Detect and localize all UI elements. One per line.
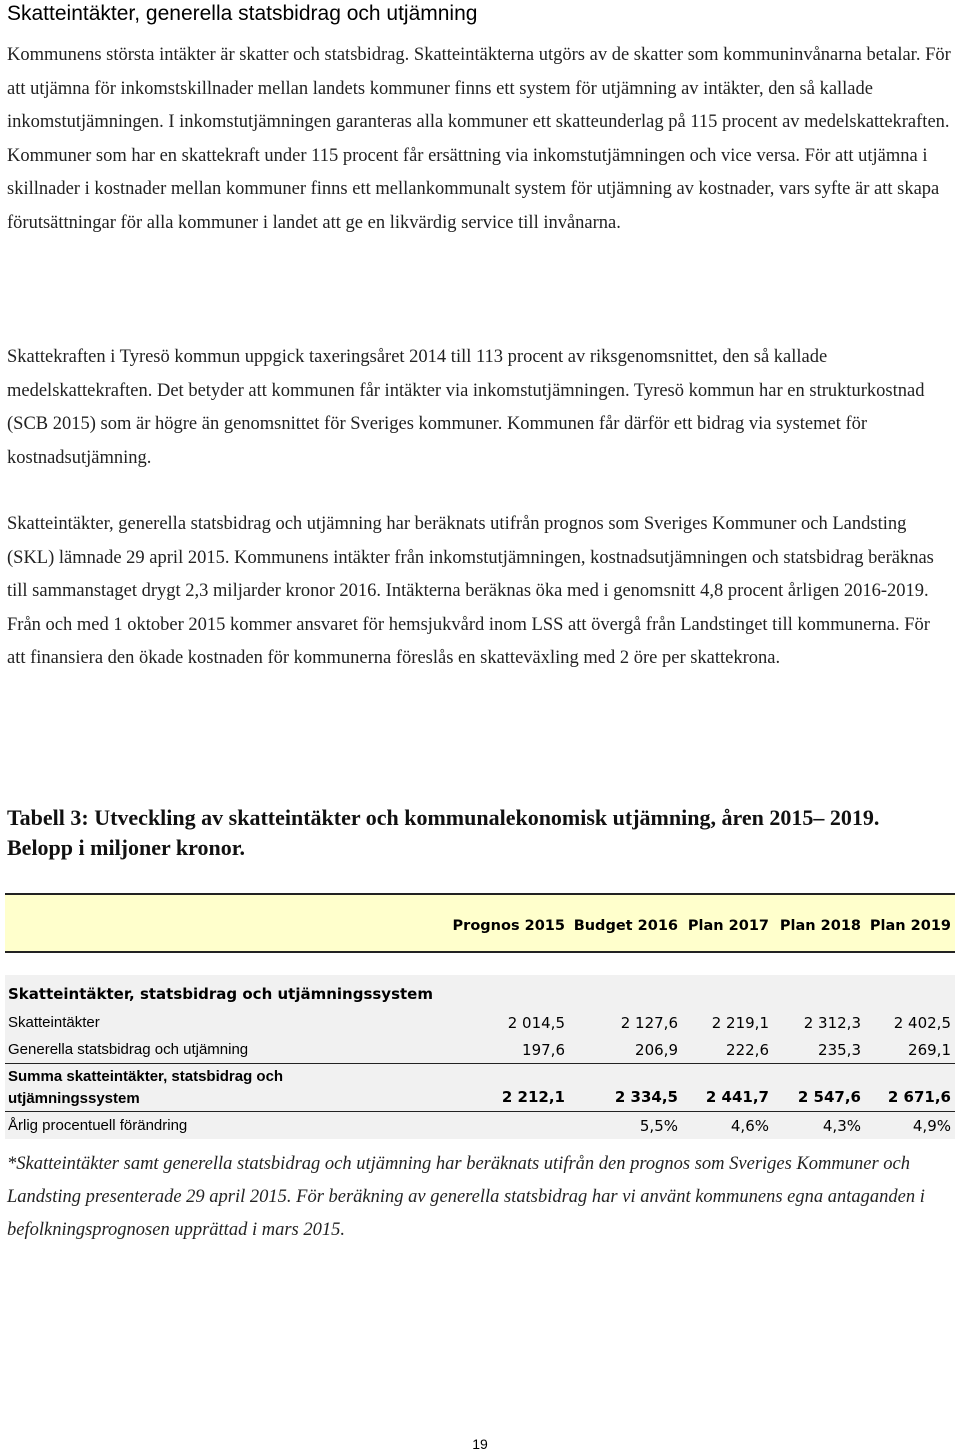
cell-value: 235,3 [818, 1041, 861, 1059]
sum-row-label: Summa skatteintäkter, statsbidrag och utjämningssystem [8, 1068, 284, 1107]
column-header-plan-2018: Plan 2018 [779, 918, 861, 934]
cell-value: 5,5% [639, 1117, 678, 1135]
cell-value: 2 671,6 [887, 1088, 951, 1106]
cell-value: 2 441,7 [705, 1088, 769, 1106]
cell-value: 4,6% [730, 1117, 769, 1135]
cell-value: 2 402,5 [893, 1014, 951, 1032]
cell-value: 2 312,3 [803, 1014, 861, 1032]
cell-value: 2 219,1 [711, 1014, 769, 1032]
column-header-plan-2019: Plan 2019 [869, 918, 951, 934]
column-header-prognos-2015: Prognos 2015 [452, 918, 565, 934]
row-label: Skatteintäkter [8, 1014, 100, 1031]
paragraph-income-equalization: Kommunens största intäkter är skatter och statsbidrag. Skatteintäkterna utgörs av de skatter som kommuninvånarna betalar. För att utjämna för inkomstskillnader mellan landets kommuner finns ett system för utjämning av intäkter, den så kallade inkomstutjämningen. I inkomstutjämningen garanteras alla kommuner ett skatteunderlag på 115 procent av medelskattekraften. Kommuner som har en skattekraft under 115 procent får ersättning via inkomstutjämningen och vice versa. För att utjämna i skillnader i kostnader mellan kommuner finns ett mellankommunalt system för utjämning av kostnader, vars syfte är att skapa förutsättningar för alla kommuner i landet att ge en likvärdig service till invånarna. [7, 45, 951, 233]
table-row [5, 1009, 955, 1036]
table-sum-row [5, 1063, 955, 1112]
table-title: Tabell 3: Utveckling av skatteintäkter och kommunalekonomisk utjämning, åren 2015– 2019. Belopp i miljoner kronor. [7, 805, 880, 860]
paragraph-tax-capacity: Skattekraften i Tyresö kommun uppgick taxeringsåret 2014 till 113 procent av riksgenomsnittet, den så kallade medelskattekraften. Det betyder att kommunen får intäkter via inkomstutjämningen. Tyresö kommun har en strukturkostnad (SCB 2015) som är högre än genomsnittet för Sveriges kommuner. Kommunen får därför ett bidrag via systemet för kostnadsutjämning. [7, 347, 925, 468]
table-row [5, 1036, 955, 1063]
cell-value: 2 127,6 [620, 1014, 678, 1032]
column-header-budget-2016: Budget 2016 [573, 918, 678, 934]
cell-value: 4,3% [822, 1117, 861, 1135]
cell-value: 2 014,5 [507, 1014, 565, 1032]
cell-value: 206,9 [635, 1041, 678, 1059]
section-heading: Skatteintäkter, generella statsbidrag och utjämning [7, 2, 478, 25]
cell-value: 2 547,6 [797, 1088, 861, 1106]
table-section-row [5, 975, 955, 1009]
table-footnote: *Skatteintäkter samt generella statsbidrag och utjämning har beräknats utifrån den prognos som Sveriges Kommuner och Landsting presenterade 29 april 2015. För beräkning av generella statsbidrag har vi använt kommunens egna antaganden i befolkningsprognosen upprättad i mars 2015. [7, 1154, 925, 1240]
cell-value: 222,6 [726, 1041, 769, 1059]
paragraph-forecast: Skatteintäkter, generella statsbidrag och utjämning har beräknats utifrån prognos som Sveriges Kommuner och Landsting (SKL) lämnade 29 april 2015. Kommunens intäkter från inkomstutjämningen, kostnadsutjämningen och statsbidrag beräknas till sammanstaget drygt 2,3 miljarder kronor 2016. Intäkterna beräknas öka med i genomsnitt 4,8 procent årligen 2016-2019. Från och med 1 oktober 2015 kommer ansvaret för hemsjukvård inom LSS att övergå från Landstinget till kommunerna. För att finansiera den ökade kostnaden för kommunerna föreslås en skatteväxling med 2 öre per skattekrona. [7, 514, 934, 669]
cell-value: 2 212,1 [501, 1088, 565, 1106]
cell-value: 2 334,5 [614, 1088, 678, 1106]
row-label: Generella statsbidrag och utjämning [8, 1041, 249, 1058]
table-header-row [5, 893, 955, 953]
revenue-table [5, 893, 955, 1139]
pct-row-label: Årlig procentuell förändring [8, 1117, 188, 1134]
cell-value: 197,6 [522, 1041, 565, 1059]
page-number: 19 [472, 1436, 488, 1452]
table-spacer [5, 953, 955, 975]
table-pct-row [5, 1112, 955, 1139]
column-header-plan-2017: Plan 2017 [687, 918, 769, 934]
section-label: Skatteintäkter, statsbidrag och utjämningssystem [8, 985, 433, 1003]
cell-value: 269,1 [908, 1041, 951, 1059]
cell-value: 4,9% [912, 1117, 951, 1135]
